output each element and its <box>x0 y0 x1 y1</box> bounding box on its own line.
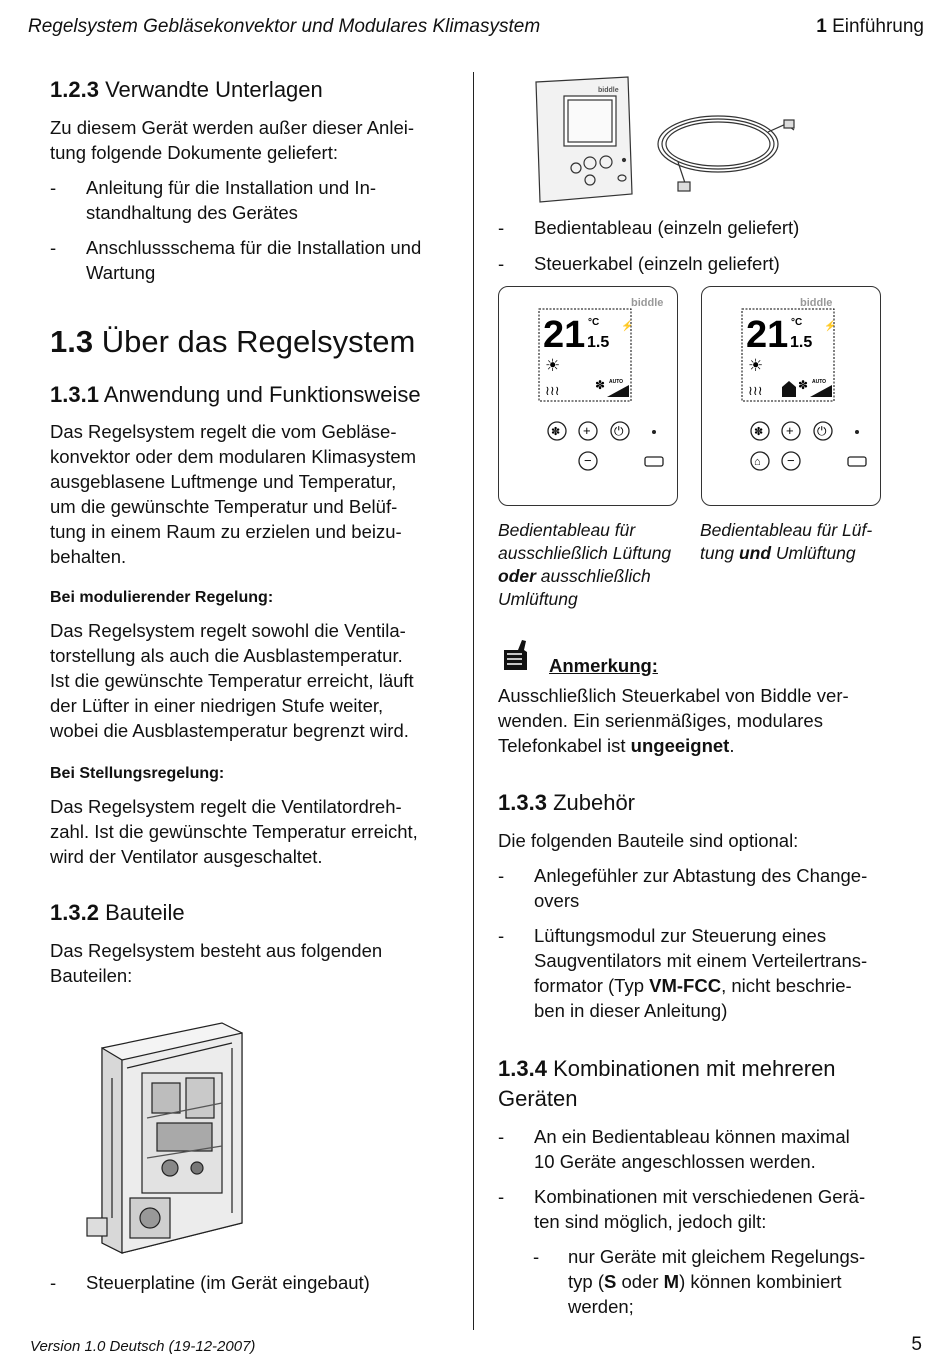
section-number: 1.3 <box>50 324 94 359</box>
list-item-text: nur Geräte mit gleichem Regelungs- typ ( <box>568 1246 866 1292</box>
list-item-text: oder <box>616 1271 664 1292</box>
lcd-sun-icon: ☀ <box>545 356 561 375</box>
footer-version: Version 1.0 Deutsch (19-12-2007) <box>30 1338 256 1355</box>
sub-list-item: - nur Geräte mit gleichem Regelungs- typ (S oder M) können kombiniert werden; <box>533 1246 866 1317</box>
list-item: - Anlegefühler zur Abtastung des Change- overs <box>498 865 868 911</box>
caption-text: Umlüftung <box>771 543 856 563</box>
chapter-title: Einführung <box>832 16 924 37</box>
section-number: 1.3.3 <box>498 790 547 815</box>
power-icon: ⏻ <box>614 424 624 438</box>
caption-text: Bedientableau für Lüf- tung <box>700 520 873 563</box>
caption-text: ausschließlich Umlüftung <box>498 566 651 609</box>
section-1-2-3-heading <box>50 76 450 104</box>
section-1-3-2-heading <box>50 899 450 927</box>
lcd-fan-icon: ✽ <box>798 378 809 392</box>
caption-panel-ventilation-and-recirculation <box>700 519 900 565</box>
section-1-3-3-heading <box>498 789 918 817</box>
lcd-unit: °C <box>588 317 600 328</box>
lcd-temperature-digits: 21 <box>543 314 586 356</box>
plus-icon: + <box>583 423 591 438</box>
minus-icon: − <box>787 453 795 468</box>
list-item-text: Steuerplatine (im Gerät eingebaut) <box>86 1272 370 1293</box>
function-description: Das Regelsystem regelt die vom Gebläse- konvektor oder dem modularen Klimasystem ausgeblasene Luftmenge und Temperatur, um die gewünschte Temperatur und Belüf- tung in einem Raum zu erzielen und beizu- behalten. <box>50 421 417 567</box>
left-column <box>50 72 450 988</box>
section-title: Bauteile <box>105 900 185 925</box>
section-1-3-heading <box>50 323 450 361</box>
list-item-text: Steuerkabel (einzeln geliefert) <box>534 253 780 274</box>
list-item-text: An ein Bedientableau können maximal 10 Geräte angeschlossen werden. <box>534 1126 850 1172</box>
lcd-fan-level-ramp <box>607 385 629 397</box>
list-item: - Steuerkabel (einzeln geliefert) <box>498 253 780 274</box>
page-number: 5 <box>911 1334 922 1355</box>
position-control-text: Das Regelsystem regelt die Ventilatordreh- zahl. Ist die gewünschte Temperatur erreicht, wird der Ventilator ausgeschaltet. <box>50 796 418 867</box>
section-title: Verwandte Unterlagen <box>105 77 323 102</box>
section-number: 1.3.4 <box>498 1056 547 1081</box>
list-item-text: Lüftungsmodul zur Steuerung eines Saugventilators mit einem Verteilertrans- formator (Typ <box>534 925 868 996</box>
status-led <box>652 430 656 434</box>
list-item-text: Kombinationen mit verschiedenen Gerä- ten sind möglich, jedoch gilt: <box>534 1186 866 1232</box>
program-button[interactable] <box>848 457 866 466</box>
list-item: - An ein Bedientableau können maximal 10 Geräte angeschlossen werden. <box>498 1126 850 1172</box>
note-emphasis: ungeeignet <box>630 735 730 756</box>
chapter-number: 1 <box>816 16 827 37</box>
section-1-3-3 <box>498 789 918 1023</box>
list-item-emphasis: M <box>663 1271 680 1292</box>
section-number: 1.3.2 <box>50 900 99 925</box>
lcd-heating-icon: ≀≀≀ <box>748 383 763 398</box>
list-item: - Anleitung für die Installation und In- standhaltung des Gerätes <box>50 177 377 223</box>
section-1-3-4 <box>498 1054 918 1319</box>
program-button[interactable] <box>645 457 663 466</box>
lcd-temperature-decimal: 1.5 <box>790 334 813 351</box>
lcd-sun-icon: ☀ <box>748 356 764 375</box>
house-icon: ⌂ <box>754 456 761 468</box>
lcd-heating-icon: ≀≀≀ <box>545 383 560 398</box>
lcd-temperature-decimal: 1.5 <box>587 334 610 351</box>
list-item: - Anschlussschema für die Installation und Wartung <box>50 237 422 283</box>
lcd-lightning-icon: ⚡ <box>621 321 634 332</box>
running-header-title: Regelsystem Gebläsekonvektor und Modulares Klimasystem <box>28 16 541 37</box>
device-brand-logo: biddle <box>598 87 619 94</box>
list-item-emphasis: VM-FCC <box>649 975 722 996</box>
list-item-emphasis: S <box>603 1271 617 1292</box>
lcd-recirculation-house-icon <box>782 381 796 397</box>
control-panel-ventilation-only <box>498 286 678 506</box>
lcd-fan-icon: ✽ <box>595 378 606 392</box>
section-number: 1.3.1 <box>50 382 99 407</box>
caption-panel-ventilation-only <box>498 519 688 611</box>
components-intro: Das Regelsystem besteht aus folgenden Bauteilen: <box>50 940 383 986</box>
note-title: Anmerkung: <box>549 655 658 676</box>
position-control-heading: Bei Stellungsregelung: <box>50 765 225 782</box>
caption-emphasis: oder <box>498 566 536 586</box>
section-title: Zubehör <box>553 790 636 815</box>
column-divider <box>473 72 474 1330</box>
panel-brand-logo: biddle <box>800 297 833 309</box>
list-item: - Kombinationen mit verschiedenen Gerä- ten sind möglich, jedoch gilt: <box>498 1186 866 1232</box>
power-icon: ⏻ <box>817 424 827 438</box>
note-text <box>498 683 918 758</box>
control-board-illustration <box>82 1018 252 1263</box>
section-title: Über das Regelsystem <box>101 324 416 359</box>
control-panel-ventilation-and-recirculation <box>701 286 881 506</box>
modulating-control-heading: Bei modulierender Regelung: <box>50 589 274 606</box>
section-title: Kombinationen mit mehreren Geräten <box>498 1056 836 1111</box>
list-item-text: Bedientableau (einzeln geliefert) <box>534 217 800 238</box>
fan-icon: ✽ <box>754 426 764 438</box>
lcd-auto-label: AUTO <box>812 379 827 385</box>
control-panel-and-cable-illustration <box>528 74 798 209</box>
list-item-text: ) können kombiniert werden; <box>568 1271 842 1317</box>
minus-icon: − <box>584 453 592 468</box>
caption-text: Bedientableau für ausschließlich Lüftung <box>498 520 672 563</box>
fan-icon: ✽ <box>551 426 561 438</box>
lcd-fan-level-ramp <box>810 385 832 397</box>
lcd-lightning-icon: ⚡ <box>824 321 837 332</box>
section-title: Anwendung und Funktionsweise <box>103 382 421 407</box>
list-item-text: Anlegefühler zur Abtastung des Change- overs <box>534 865 868 911</box>
list-item-text: Anschlussschema für die Installation und Wartung <box>86 237 422 283</box>
status-led <box>855 430 859 434</box>
caption-emphasis: und <box>738 543 772 563</box>
section-number: 1.2.3 <box>50 77 99 102</box>
lcd-temperature-digits: 21 <box>746 314 789 356</box>
modulating-control-text: Das Regelsystem regelt sowohl die Ventila- torstellung als auch die Ausblastemperatur. Ist die gewünschte Temperatur erreicht, läuft der Lüfter in einer niedrigen Stufe weiter, wobei die Ausblastemperatur begrenzt wird. <box>50 620 414 741</box>
running-header-chapter <box>816 16 924 38</box>
list-item: - Bedientableau (einzeln geliefert) <box>498 217 800 238</box>
section-1-3-1-heading <box>50 381 450 409</box>
list-item: - Steuerplatine (im Gerät eingebaut) <box>50 1272 370 1293</box>
list-item: - Lüftungsmodul zur Steuerung eines Saugventilators mit einem Verteilertrans- formator (Typ VM-FCC, nicht beschrie- ben in dieser Anleitung) <box>498 925 868 1021</box>
note-text-part: . <box>729 735 735 756</box>
lcd-auto-label: AUTO <box>609 379 624 385</box>
note-hand-icon <box>500 636 530 674</box>
list-item-text: Anleitung für die Installation und In- standhaltung des Gerätes <box>86 177 377 223</box>
plus-icon: + <box>786 423 794 438</box>
accessories-intro: Die folgenden Bauteile sind optional: <box>498 830 799 851</box>
section-1-3-4-heading <box>498 1054 918 1114</box>
related-docs-intro: Zu diesem Gerät werden außer dieser Anlei- tung folgende Dokumente geliefert: <box>50 117 415 163</box>
note-text-part: Ausschließlich Steuerkabel von Biddle ver- wenden. Ein serienmäßiges, modulares Telefonkabel ist <box>498 685 849 756</box>
list-item-text: , nicht beschrie- ben in dieser Anleitung) <box>534 975 852 1021</box>
lcd-unit: °C <box>791 317 803 328</box>
panel-brand-logo: biddle <box>631 297 664 309</box>
